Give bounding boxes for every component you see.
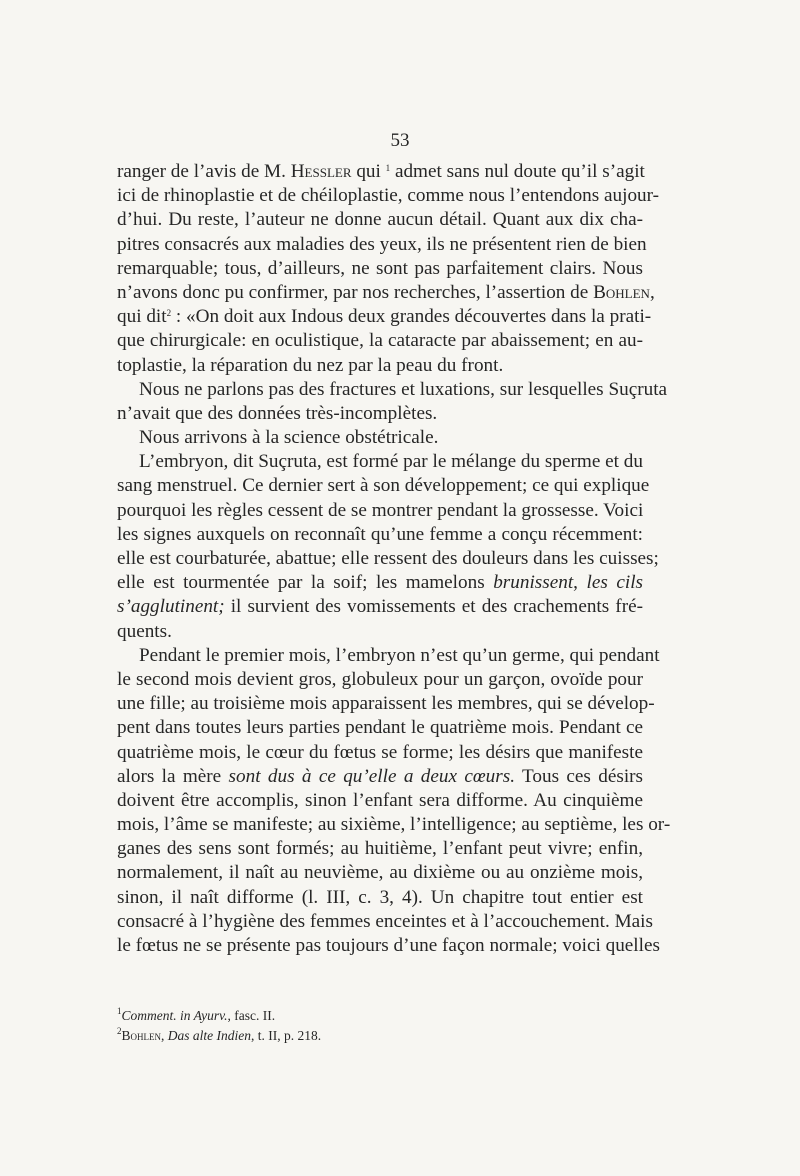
text-line: ganes des sens sont formés; au huitième, l’enfant peut vivre; enfin,: [117, 838, 643, 860]
footnote-1: $^1$Comment. in Ayurv., fasc. II.: [117, 1006, 276, 1023]
text-line: pourquoi les règles cessent de se montrer pendant la grossesse. Voici: [117, 499, 644, 521]
text-line: L’embryon, dit Suçruta, est formé par le mélange du sperme et du: [139, 451, 643, 473]
text-line: quents.: [117, 620, 172, 642]
footnotes: [117, 1006, 643, 1046]
text-line: le second mois devient gros, globuleux pour un garçon, ovoïde pour: [117, 668, 643, 690]
footnote-2: $^2$Bohlen, Das alte Indien, t. II, p. 218.: [117, 1026, 322, 1043]
text-line: une fille; au troisième mois apparaissent les membres, qui se dévelop-: [117, 693, 655, 715]
page-number: 53: [390, 130, 410, 151]
text-line: n’avons donc pu confirmer, par nos recherches, l’assertion de Bohlen,: [117, 281, 655, 303]
text-line: remarquable; tous, d’ailleurs, ne sont pas parfaitement clairs. Nous: [117, 257, 643, 279]
text-line: s’agglutinent; il survient des vomissements et des crachements fré-: [117, 596, 643, 618]
text-line: elle est tourmentée par la soif; les mamelons brunissent, les cils: [117, 572, 643, 594]
text-line: les signes auxquels on reconnaît qu’une femme a conçu récemment:: [117, 523, 643, 545]
text-line: consacré à l’hygiène des femmes enceintes et à l’accouchement. Mais: [117, 910, 653, 932]
text-line: n’avait que des données très-incomplètes.: [117, 402, 438, 424]
text-line: que chirurgicale: en oculistique, la cataracte par abaissement; en au-: [117, 330, 643, 352]
text-line: pent dans toutes leurs parties pendant le quatrième mois. Pendant ce: [117, 717, 643, 739]
body-text: [117, 160, 671, 958]
text-line: toplastie, la réparation du nez par la peau du front.: [117, 354, 504, 376]
text-line: le fœtus ne se présente pas toujours d’une façon normale; voici quelles: [117, 935, 660, 956]
text-line: sinon, il naît difforme (l. III, c. 3, 4). Un chapitre tout entier est: [117, 886, 643, 908]
text-line: d’hui. Du reste, l’auteur ne donne aucun détail. Quant aux dix cha-: [117, 209, 643, 231]
text-line: Nous arrivons à la science obstétricale.: [139, 427, 439, 449]
text-line: Pendant le premier mois, l’embryon n’est qu’un germe, qui pendant: [139, 644, 660, 666]
text-line: qui dit$^2$ : «On doit aux Indous deux grandes découvertes dans la prati-: [117, 306, 652, 328]
text-line: mois, l’âme se manifeste; au sixième, l’intelligence; au septième, les or-: [117, 814, 671, 836]
text-line: alors la mère sont dus à ce qu’elle a deux cœurs. Tous ces désirs: [117, 765, 644, 787]
text-line: sang menstruel. Ce dernier sert à son développement; ce qui explique: [117, 475, 650, 497]
text-line: quatrième mois, le cœur du fœtus se forme; les désirs que manifeste: [117, 741, 643, 763]
text-line: normalement, il naît au neuvième, au dixième ou au onzième mois,: [117, 862, 643, 884]
text-line: elle est courbaturée, abattue; elle ressent des douleurs dans les cuisses;: [117, 548, 659, 569]
text-line: ranger de l’avis de M. Hessler qui $^1$ admet sans nul doute qu’il s’agit: [117, 161, 645, 182]
text-line: doivent être accomplis, sinon l’enfant sera difforme. Au cinquième: [117, 789, 643, 811]
text-line: Nous ne parlons pas des fractures et luxations, sur lesquelles Suçruta: [139, 378, 668, 400]
text-line: pitres consacrés aux maladies des yeux, ils ne présentent rien de bien: [117, 233, 647, 255]
text-line: ici de rhinoplastie et de chéiloplastie, comme nous l’entendons aujour-: [117, 185, 660, 207]
